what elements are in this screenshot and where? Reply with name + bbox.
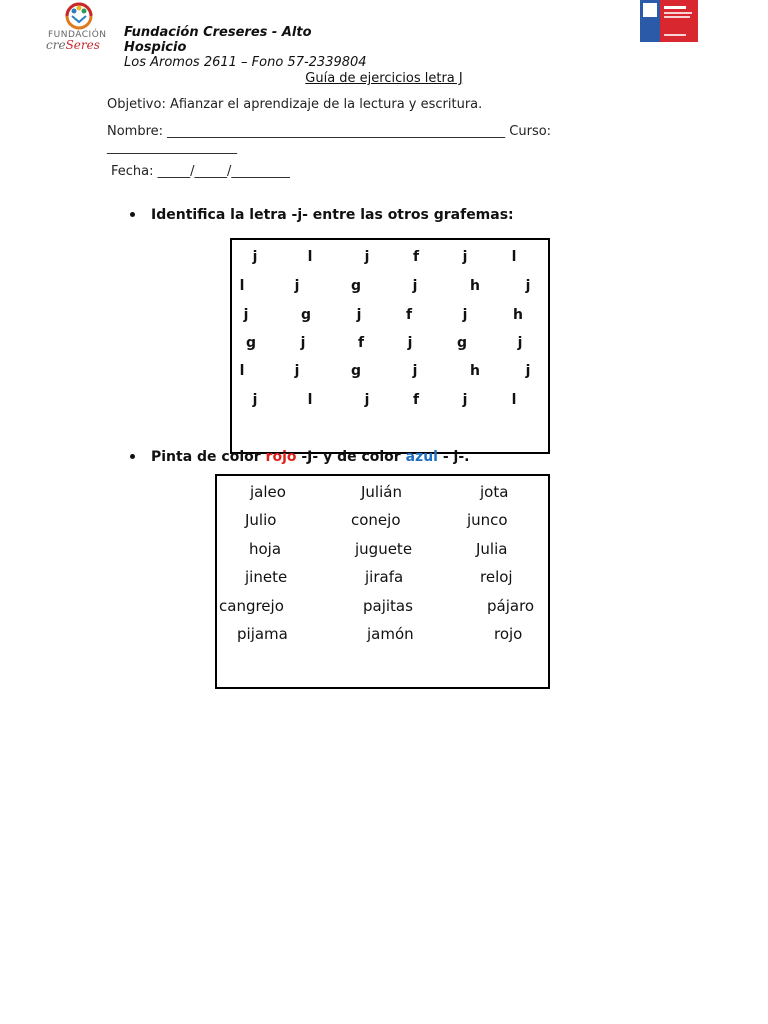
letter-grid-box <box>230 238 550 454</box>
grid-letter: g <box>350 278 362 294</box>
practice-word: juguete <box>355 540 413 558</box>
grid-letter: h <box>470 278 480 294</box>
grid-letter: h <box>513 307 523 323</box>
grid-letter: j <box>294 363 300 379</box>
practice-word: Julia <box>476 540 508 558</box>
practice-word: cangrejo <box>219 597 284 615</box>
grid-letter: j <box>525 278 531 294</box>
practice-word: hoja <box>249 540 282 558</box>
grid-letter: f <box>357 335 365 351</box>
grid-letter: j <box>412 278 418 294</box>
grid-letter: g <box>245 335 257 351</box>
practice-word: pájaro <box>487 597 535 615</box>
objective-text: Objetivo: Afianzar el aprendizaje de la lectura y escritura. <box>107 97 483 112</box>
grid-letter: g <box>300 307 312 323</box>
course-field-line: ____________________ <box>107 140 237 155</box>
grid-letter: j <box>412 363 418 379</box>
government-badge <box>640 0 698 42</box>
practice-word: Julián <box>361 483 402 501</box>
practice-word: jirafa <box>365 568 404 586</box>
fundacion-creseres-logo <box>44 2 114 50</box>
grid-letter: j <box>252 249 258 265</box>
practice-word: reloj <box>480 568 513 586</box>
grid-letter: j <box>525 363 531 379</box>
grid-letter: j <box>294 278 300 294</box>
grid-letter: f <box>412 249 420 265</box>
grid-letter: l <box>511 249 517 265</box>
grid-letter: j <box>407 335 413 351</box>
grid-letter: j <box>364 392 370 408</box>
grid-letter: j <box>356 307 362 323</box>
exercise2-instruction: Pinta de color rojo -J- y de color azul - j-. <box>130 449 469 465</box>
government-badge-icon <box>640 0 698 42</box>
grid-letter: f <box>405 307 413 323</box>
grid-letter: j <box>462 307 468 323</box>
practice-word: junco <box>467 511 508 529</box>
practice-word: jaleo <box>250 483 286 501</box>
grid-letter: j <box>517 335 523 351</box>
bullet-icon <box>130 212 135 217</box>
grid-letter: j <box>364 249 370 265</box>
grid-letter: j <box>243 307 249 323</box>
practice-word: jinete <box>245 568 288 586</box>
grid-letter: f <box>412 392 420 408</box>
org-name-line1: Fundación Creseres - Alto <box>124 25 312 40</box>
logo-text-creseres: creSeres <box>46 38 100 52</box>
practice-word: jamón <box>367 625 414 643</box>
practice-word: conejo <box>351 511 401 529</box>
logo-emblem-icon <box>44 2 114 32</box>
logo-text-fundacion: FUNDACIÓN <box>48 30 107 40</box>
page-title: Guía de ejercicios letra J <box>305 71 463 86</box>
practice-word: Julio <box>245 511 277 529</box>
practice-word: rojo <box>494 625 523 643</box>
grid-letter: j <box>462 249 468 265</box>
grid-letter: l <box>239 363 245 379</box>
practice-word: jota <box>480 483 509 501</box>
bullet-icon <box>130 454 135 459</box>
name-field-line: Nombre: ____________________________________________________ Curso: <box>107 124 552 139</box>
org-address: Los Aromos 2611 – Fono 57-2339804 <box>124 55 367 70</box>
grid-letter: h <box>470 363 480 379</box>
blue-keyword: azul <box>405 449 438 465</box>
date-field-line: Fecha: _____/_____/_________ <box>111 164 290 179</box>
grid-letter: g <box>350 363 362 379</box>
grid-letter: l <box>511 392 517 408</box>
practice-word: pajitas <box>363 597 413 615</box>
org-name-line2: Hospicio <box>124 40 187 55</box>
grid-letter: l <box>239 278 245 294</box>
practice-word: pijama <box>237 625 288 643</box>
red-keyword: rojo <box>265 449 297 465</box>
grid-letter: l <box>307 392 313 408</box>
grid-letter: g <box>456 335 468 351</box>
grid-letter: j <box>252 392 258 408</box>
grid-letter: j <box>462 392 468 408</box>
exercise1-instruction: Identifica la letra -j- entre las otros grafemas: <box>130 207 514 223</box>
grid-letter: l <box>307 249 313 265</box>
grid-letter: j <box>300 335 306 351</box>
